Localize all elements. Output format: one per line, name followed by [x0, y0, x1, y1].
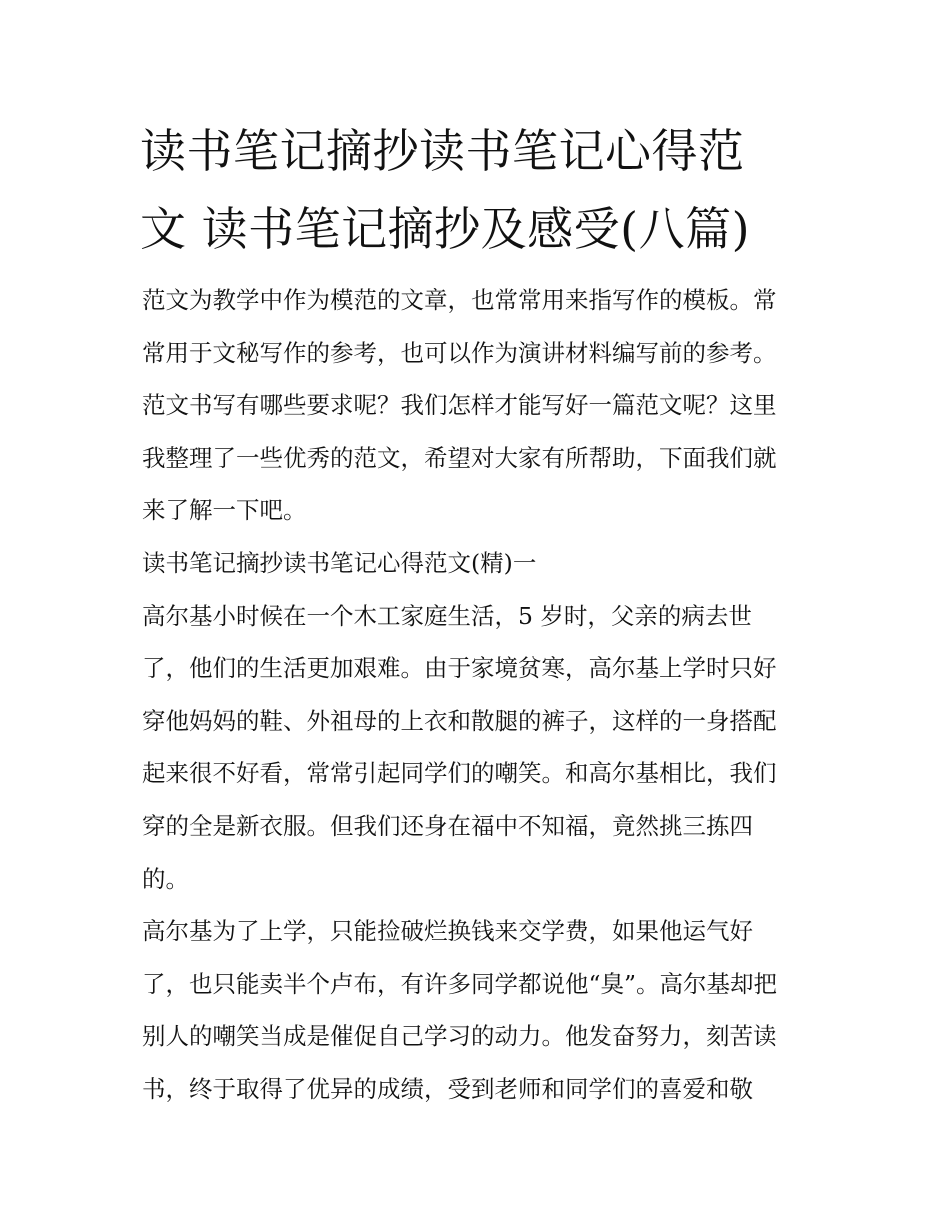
paragraph-2-line-3: 别人的嘲笑当成是催促自己学习的动力。他发奋努力，刻苦读 — [142, 1022, 777, 1051]
document-body — [142, 282, 832, 1124]
intro-line-3: 范文书写有哪些要求呢？我们怎样才能写好一篇范文呢？这里 — [142, 391, 777, 420]
paragraph-1-line-6: 的。 — [142, 864, 189, 893]
paragraph-2-line-2: 了，也只能卖半个卢布，有许多同学都说他“臭”。高尔基却把 — [142, 969, 778, 998]
paragraph-1-line-5: 穿的全是新衣服。但我们还身在福中不知福，竟然挑三拣四 — [142, 811, 753, 840]
paragraph-1-line-2: 了，他们的生活更加艰难。由于家境贫寒，高尔基上学时只好 — [142, 654, 777, 683]
intro-line-4: 我整理了一些优秀的范文，希望对大家有所帮助，下面我们就 — [142, 443, 777, 472]
document-title — [140, 112, 840, 268]
paragraph-2-line-1: 高尔基为了上学，只能捡破烂换钱来交学费，如果他运气好 — [142, 917, 753, 946]
title-line-1: 读书笔记摘抄读书笔记心得范 — [140, 124, 745, 178]
paragraph-1-line-4: 起来很不好看，常常引起同学们的嘲笑。和高尔基相比，我们 — [142, 759, 777, 788]
paragraph-2-line-4: 书，终于取得了优异的成绩，受到老师和同学们的喜爱和敬 — [142, 1074, 753, 1103]
intro-line-2: 常用于文秘写作的参考，也可以作为演讲材料编写前的参考。 — [142, 338, 777, 367]
paragraph-1-line-1: 高尔基小时候在一个木工家庭生活，5 岁时，父亲的病去世 — [142, 601, 752, 630]
title-line-2: 文 读书笔记摘抄及感受(八篇) — [140, 202, 751, 256]
paragraph-1-line-3: 穿他妈妈的鞋、外祖母的上衣和散腿的裤子，这样的一身搭配 — [142, 706, 777, 735]
intro-line-5: 来了解一下吧。 — [142, 496, 307, 525]
section-heading: 读书笔记摘抄读书笔记心得范文(精)一 — [142, 548, 537, 577]
intro-line-1: 范文为教学中作为模范的文章，也常常用来指写作的模板。常 — [142, 286, 777, 314]
